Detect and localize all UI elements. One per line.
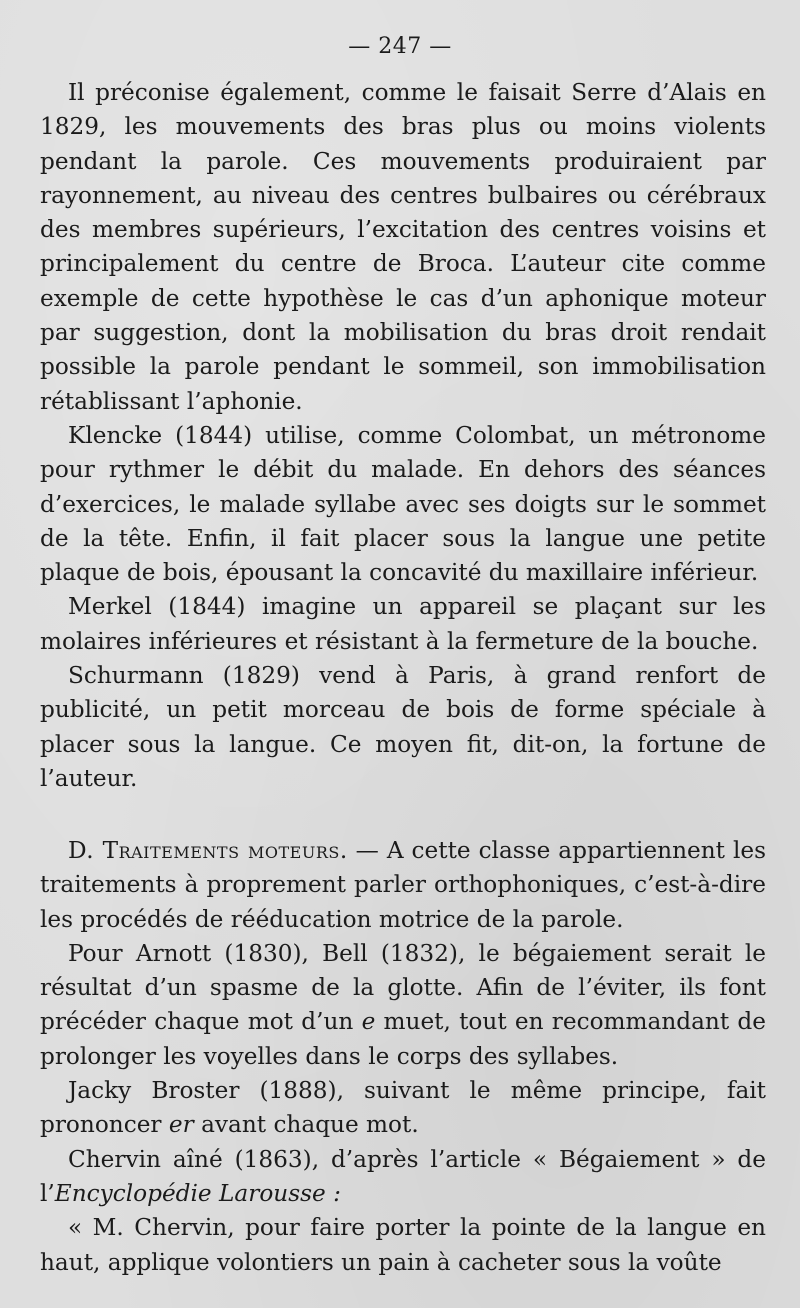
paragraph-serre: Il préconise également, comme le faisait Serre d’Alais en 1829, les mouvements des bras plus ou moins violents pendant la parole. Ces mouvements produiraient par rayonnement, au niveau des centres bulbaires ou cérébraux des membres supérieurs, l’excitation des centres voisins et principalement du centre de Broca. L’auteur cite comme exemple de cette hypothèse le cas d’un aphonique moteur par suggestion, dont la mobilisation du bras droit rendait possible la parole pendant le sommeil, son immobilisation rétablissant l’aphonie. (40, 79, 766, 415)
paragraph-merkel: Merkel (1844) imagine un appareil se plaçant sur les molaires inférieures et résistant à la fermeture de la bouche. (40, 593, 766, 655)
chervin-italic-encyclopedie: Encyclopédie Larousse : (54, 1179, 341, 1207)
paragraph-arnott (40, 937, 766, 1074)
chervin-text: Chervin aîné (1863), d’après l’article « Bégaiement » de l’ (40, 1145, 766, 1207)
section-d (40, 834, 766, 1280)
paragraph-chervin (40, 1143, 766, 1212)
page-number: — 247 — (348, 34, 452, 59)
section-d-intro: — A cette classe appartiennent les traitements à proprement parler orthophoniques, c’est-à-dire les procédés de rééducation motrice de la parole. (40, 837, 766, 933)
arnott-text-2: muet, tout en recommandant de prolonger les voyelles dans le corps des syllabes. (40, 1008, 766, 1070)
broster-italic-er: er (168, 1111, 194, 1139)
broster-text-2: avant chaque mot. (193, 1111, 419, 1139)
paragraph-broster (40, 1074, 766, 1143)
paragraph-schurmann: Schurmann (1829) vend à Paris, à grand renfort de publicité, un petit morceau de bois de forme spéciale à placer sous la langue. Ce moyen fit, dit-on, la fortune de l’auteur. (40, 662, 766, 792)
arnott-text-1: Pour Arnott (1830), Bell (1832), le bégaiement serait le résultat d’un spasme de la glotte. Afin de l’éviter, ils font précéder chaque mot d’un (40, 939, 766, 1036)
paragraph-klencke: Klencke (1844) utilise, comme Colombat, un métronome pour rythmer le débit du malade. En dehors des séances d’exercices, le malade syllabe avec ses doigts sur le sommet de la tête. Enfin, il fait placer sous la langue une petite plaque de bois, épousant la concavité du maxillaire inférieur. (40, 421, 766, 587)
arnott-italic-e: e (361, 1008, 376, 1036)
section-d-heading: D. Traitements moteurs. (68, 837, 348, 864)
paragraph-quote: « M. Chervin, pour faire porter la pointe de la langue en haut, applique volontiers un pain à cacheter sous la voûte (40, 1214, 766, 1276)
text-block-top (40, 76, 766, 796)
broster-text-1: Jacky Broster (1888), suivant le même principe, fait prononcer (40, 1077, 766, 1139)
section-d-paragraph (40, 834, 766, 937)
